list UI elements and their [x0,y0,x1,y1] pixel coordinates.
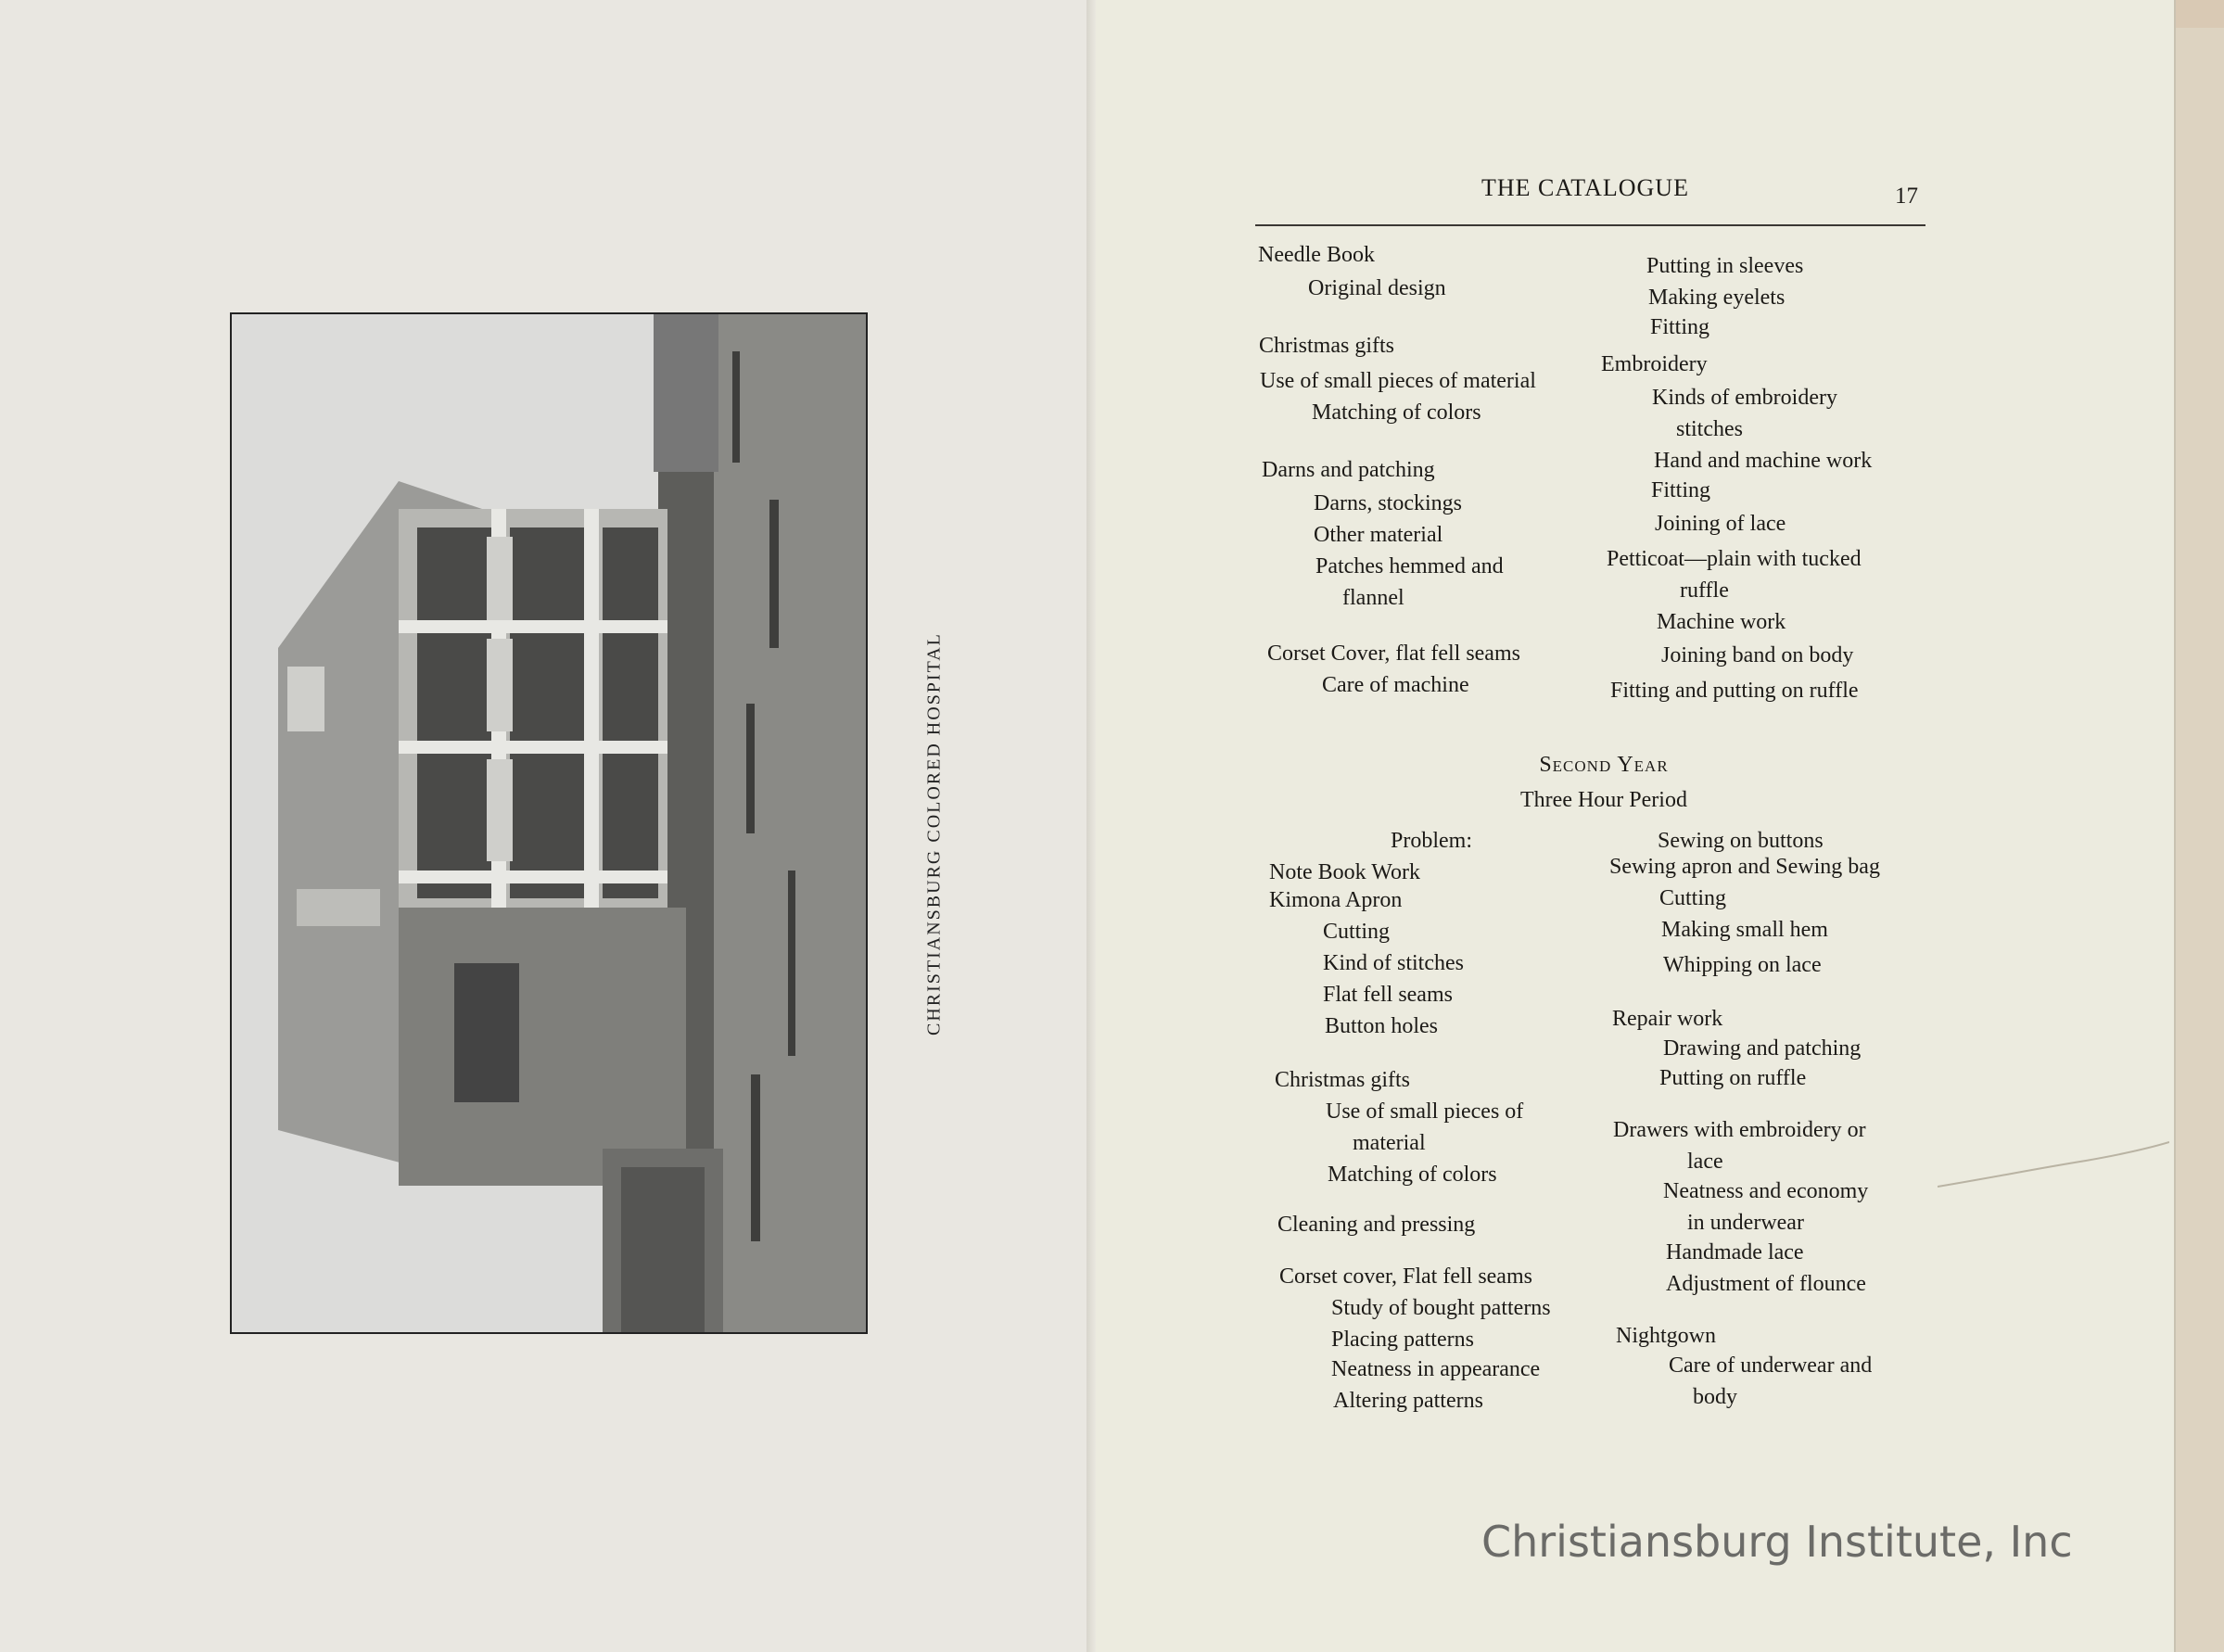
list-item: Corset Cover, flat fell seams [1267,642,1520,666]
list-item: Christmas gifts [1259,334,1395,358]
list-item: Neatness in appearance [1331,1357,1541,1381]
list-item: Cleaning and pressing [1277,1213,1476,1237]
list-item: Neatness and economy [1663,1179,1869,1203]
watermark: Christiansburg Institute, Inc [1481,1517,2073,1567]
list-item: body [1693,1385,1737,1409]
list-item: Needle Book [1258,243,1375,267]
list-item: lace [1687,1150,1723,1174]
list-item: Making eyelets [1648,286,1786,310]
list-item: Problem: [1391,829,1472,853]
list-item: Altering patterns [1333,1389,1483,1413]
list-item: Adjustment of flounce [1666,1272,1866,1296]
list-item: Kind of stitches [1323,951,1464,975]
paper-crease [1938,1140,2169,1205]
list-item: Care of underwear and [1669,1353,1873,1378]
list-item: Cutting [1659,886,1727,910]
list-item: Button holes [1325,1014,1439,1038]
list-item: Making small hem [1661,918,1828,942]
list-item: Matching of colors [1312,400,1481,425]
list-item: Cutting [1323,920,1391,944]
list-item: in underwear [1687,1211,1804,1235]
list-item: Corset cover, Flat fell seams [1279,1264,1532,1289]
list-item: Christmas gifts [1275,1068,1411,1092]
running-head [1255,172,1925,226]
list-item: Fitting [1650,315,1710,339]
list-item: Matching of colors [1328,1163,1497,1187]
list-item: Nightgown [1616,1324,1716,1348]
list-item: Fitting [1651,478,1711,502]
list-item: Other material [1314,523,1443,547]
list-item: flannel [1342,586,1404,610]
list-item: Petticoat—plain with tucked [1607,547,1862,571]
list-item: Drawing and patching [1663,1036,1862,1061]
list-item: Care of machine [1322,673,1469,697]
list-item: Study of bought patterns [1331,1296,1551,1320]
list-item: Kinds of embroidery [1652,386,1837,410]
list-item: Patches hemmed and [1315,554,1504,578]
list-item: Note Book Work [1269,860,1420,884]
list-item: Machine work [1657,610,1786,634]
list-item: stitches [1676,417,1743,441]
list-item: Putting on ruffle [1659,1066,1807,1090]
list-item: Sewing apron and Sewing bag [1609,855,1880,879]
list-item: Repair work [1612,1007,1723,1031]
list-item: Joining of lace [1655,512,1786,536]
left-page [0,0,1094,1652]
list-item: Drawers with embroidery or [1613,1118,1866,1142]
list-item: Embroidery [1601,352,1708,376]
list-item: ruffle [1680,578,1729,603]
list-item: Joining band on body [1661,643,1854,667]
list-item: Darns and patching [1262,458,1435,482]
list-item: Use of small pieces of [1326,1099,1524,1124]
list-item: Putting in sleeves [1646,254,1804,278]
list-item: Hand and machine work [1654,449,1873,473]
list-item: Original design [1308,276,1446,300]
photo-caption: CHRISTIANSBURG COLORED HOSPITAL [923,632,945,1036]
list-item: Handmade lace [1666,1240,1804,1264]
list-item: Use of small pieces of material [1260,369,1536,393]
list-item: Fitting and putting on ruffle [1610,679,1859,703]
page-number: 17 [1895,184,1918,209]
list-item: material [1353,1131,1426,1155]
list-item: Placing patterns [1331,1328,1474,1352]
list-item: Sewing on buttons [1658,829,1824,853]
list-item: Whipping on lace [1663,953,1822,977]
section-subheading: Three Hour Period [1520,788,1687,812]
list-item: Darns, stockings [1314,491,1462,515]
running-head-title: THE CATALOGUE [1481,174,1689,201]
list-item: Kimona Apron [1269,888,1403,912]
section-heading: Second Year [1539,753,1669,777]
hospital-photograph [230,312,868,1334]
hospital-photograph-image [232,314,866,1332]
list-item: Flat fell seams [1323,983,1453,1007]
